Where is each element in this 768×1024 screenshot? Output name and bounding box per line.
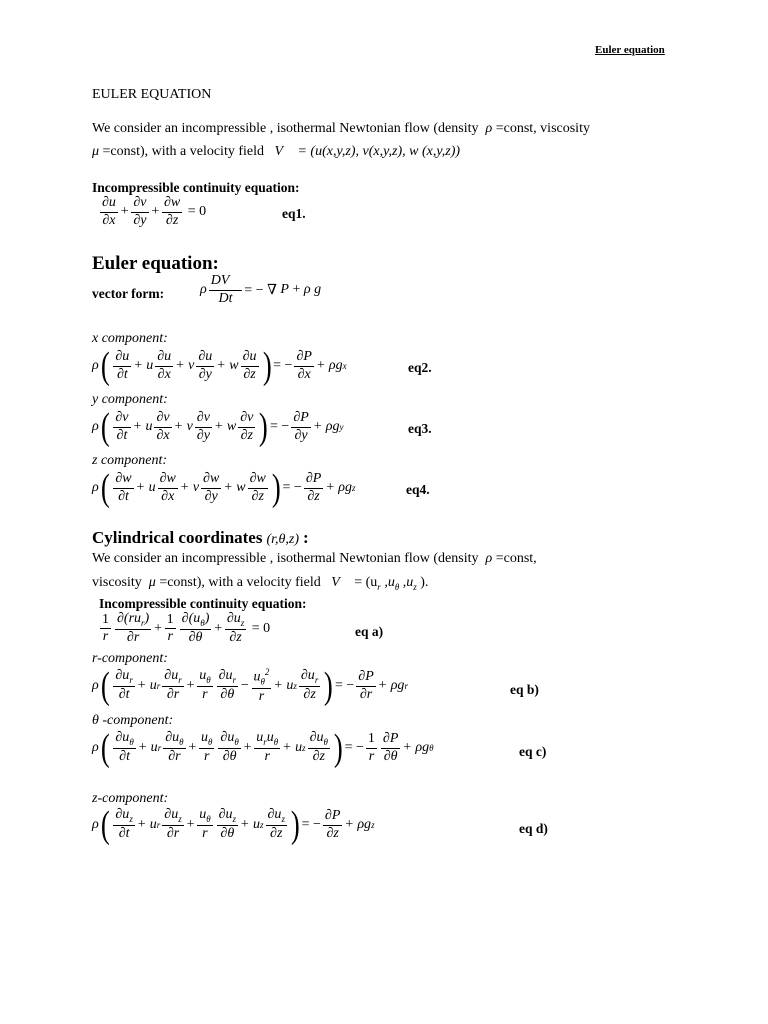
theta-symbol: θ [92,713,103,728]
theta-component-equation: ρ ( $\frac{\partial u_\theta}{\partial t}$ + u r $\frac{\partial u_\theta}{\partial r}$ + $\frac{u_\theta}{r}$ $\frac{\partial u_\theta}{\partial\theta}$ + $\frac{u_ru_\theta}{r}$ + u z $\frac{\partial u_\theta}{\partial z}$ ) = − $\frac{1}{r}$ $\frac{\partial P}{\partial\theta}$ + ρg θ [92,727,434,769]
eq2-label: eq2. [408,360,432,375]
cyl-intro-line-2: viscosity μ =const), with a velocity field V⃗ = ($u_r$ $,u_\theta$ $,u_z$ ). [92,575,429,592]
z-component-equation: ρ ( $\frac{\partial w}{\partial t}$ + u $\frac{\partial w}{\partial x}$ + v $\frac{\partial w}{\partial y}$ + w $\frac{\partial w}{\partial z}$ ) = − $\frac{\partial P}{\partial z}$ + ρg z [92,467,356,509]
cyl-continuity-heading: Incompressible continuity equation: [99,596,307,611]
y-component-label: y component: [92,392,168,407]
cyl-continuity-equation: $\frac{1}{r}$ $\frac{\partial(ru_r)}{\partial r}$ + $\frac{1}{r}$ $\frac{\partial(u_\theta)}{\partial\theta}$ + $\frac{\partial u_z}{\partial z}$ = 0 [102,611,271,646]
cylindrical-colon: : [303,528,309,547]
continuity-heading: Incompressible continuity equation: [92,180,300,195]
eq1-label: eq1. [282,206,306,221]
eq4-label: eq4. [406,482,430,497]
cylindrical-heading-row [92,528,309,548]
eq-d-label: eq d) [519,821,548,836]
eq-b-label: eq b) [510,682,539,697]
cyl-z-component-equation: ρ ( $\frac{\partial u_z}{\partial t}$ + u r $\frac{\partial u_z}{\partial r}$ + $\frac{u_\theta}{r}$ $\frac{\partial u_z}{\partial\theta}$ + u z $\frac{\partial u_z}{\partial z}$ ) = − $\frac{\partial P}{\partial z}$ + ρg z [92,804,375,846]
velocity-field-text: = (u(x,y,z), v(x,y,z), w (x,y,z)) [297,144,461,159]
eq3-label: eq3. [408,421,432,436]
intro-line-1 [92,121,590,137]
z-component-label: z component: [92,453,168,468]
y-component-equation: ρ ( $\frac{\partial v}{\partial t}$ + u $\frac{\partial v}{\partial x}$ + v $\frac{\partial v}{\partial y}$ + w $\frac{\partial v}{\partial z}$ ) = − $\frac{\partial P}{\partial y}$ + ρg y [92,406,344,448]
cyl-rho-symbol: ρ [482,551,496,566]
velocity-vector-symbol: V⃗ [267,144,298,159]
mu-symbol: μ [92,144,103,159]
mu-const-text: =const), with a velocity field [102,144,264,159]
vector-form-label: vector form: [92,286,165,301]
r-component-label: r-component: [92,651,168,666]
cyl-velocity-symbol: V⃗ [324,575,355,590]
euler-heading: Euler equation: [92,253,219,274]
eq-c-label: eq c) [519,744,547,759]
rho-const-text: =const, viscosity [495,121,590,136]
cyl-velocity-components: $_r$ $,u_\theta$ $,u_z$ [377,575,417,592]
vector-form-equation: ρ $\frac{DV⃗}{Dt}$ = − ∇ P + ρ g⃗ [200,273,332,306]
cyl-velocity-prefix: = (u [354,575,378,590]
cyl-rho-const: =const, [495,551,537,566]
r-component-equation: ρ ( $\frac{\partial u_r}{\partial t}$ + u r $\frac{\partial u_r}{\partial r}$ + $\frac{u_\theta}{r}$ $\frac{\partial u_r}{\partial\theta}$ − $\frac{u_\theta^2}{r}$ + u z $\frac{\partial u_r}{\partial z}$ ) = − $\frac{\partial P}{\partial r}$ + ρg r [92,665,408,707]
intro-line-2 [92,144,460,160]
page-title: EULER EQUATION [92,87,212,102]
continuity-equation: $\frac{\partial u}{\partial x}$ + $\frac{\partial v}{\partial y}$ + $\frac{\partial w}{\partial z}$ = 0 [102,195,207,228]
intro-text: We consider an incompressible , isothermal Newtonian flow (density [92,121,479,136]
cylindrical-heading: Cylindrical coordinates [92,528,263,547]
cyl-intro-text: We consider an incompressible , isothermal Newtonian flow (density [92,551,479,566]
cylindrical-coords: (r,θ,z) [266,532,300,547]
cyl-viscosity-text: viscosity [92,575,142,590]
theta-component-label: -component: [102,713,174,728]
cyl-mu-const-text: =const), with a velocity field [159,575,321,590]
eq-a-label: eq a) [355,624,384,639]
cyl-mu-symbol: μ [145,575,160,590]
x-component-equation: ρ ( $\frac{\partial u}{\partial t}$ + u $\frac{\partial u}{\partial x}$ + v $\frac{\partial u}{\partial y}$ + w $\frac{\partial u}{\partial z}$ ) = − $\frac{\partial P}{\partial x}$ + ρg x [92,345,347,387]
rho-symbol: ρ [482,121,496,136]
cyl-z-component-label: z-component: [92,791,169,806]
cyl-intro-line-1 [92,551,537,567]
running-header: Euler equation [595,44,665,56]
x-component-label: x component: [92,331,168,346]
